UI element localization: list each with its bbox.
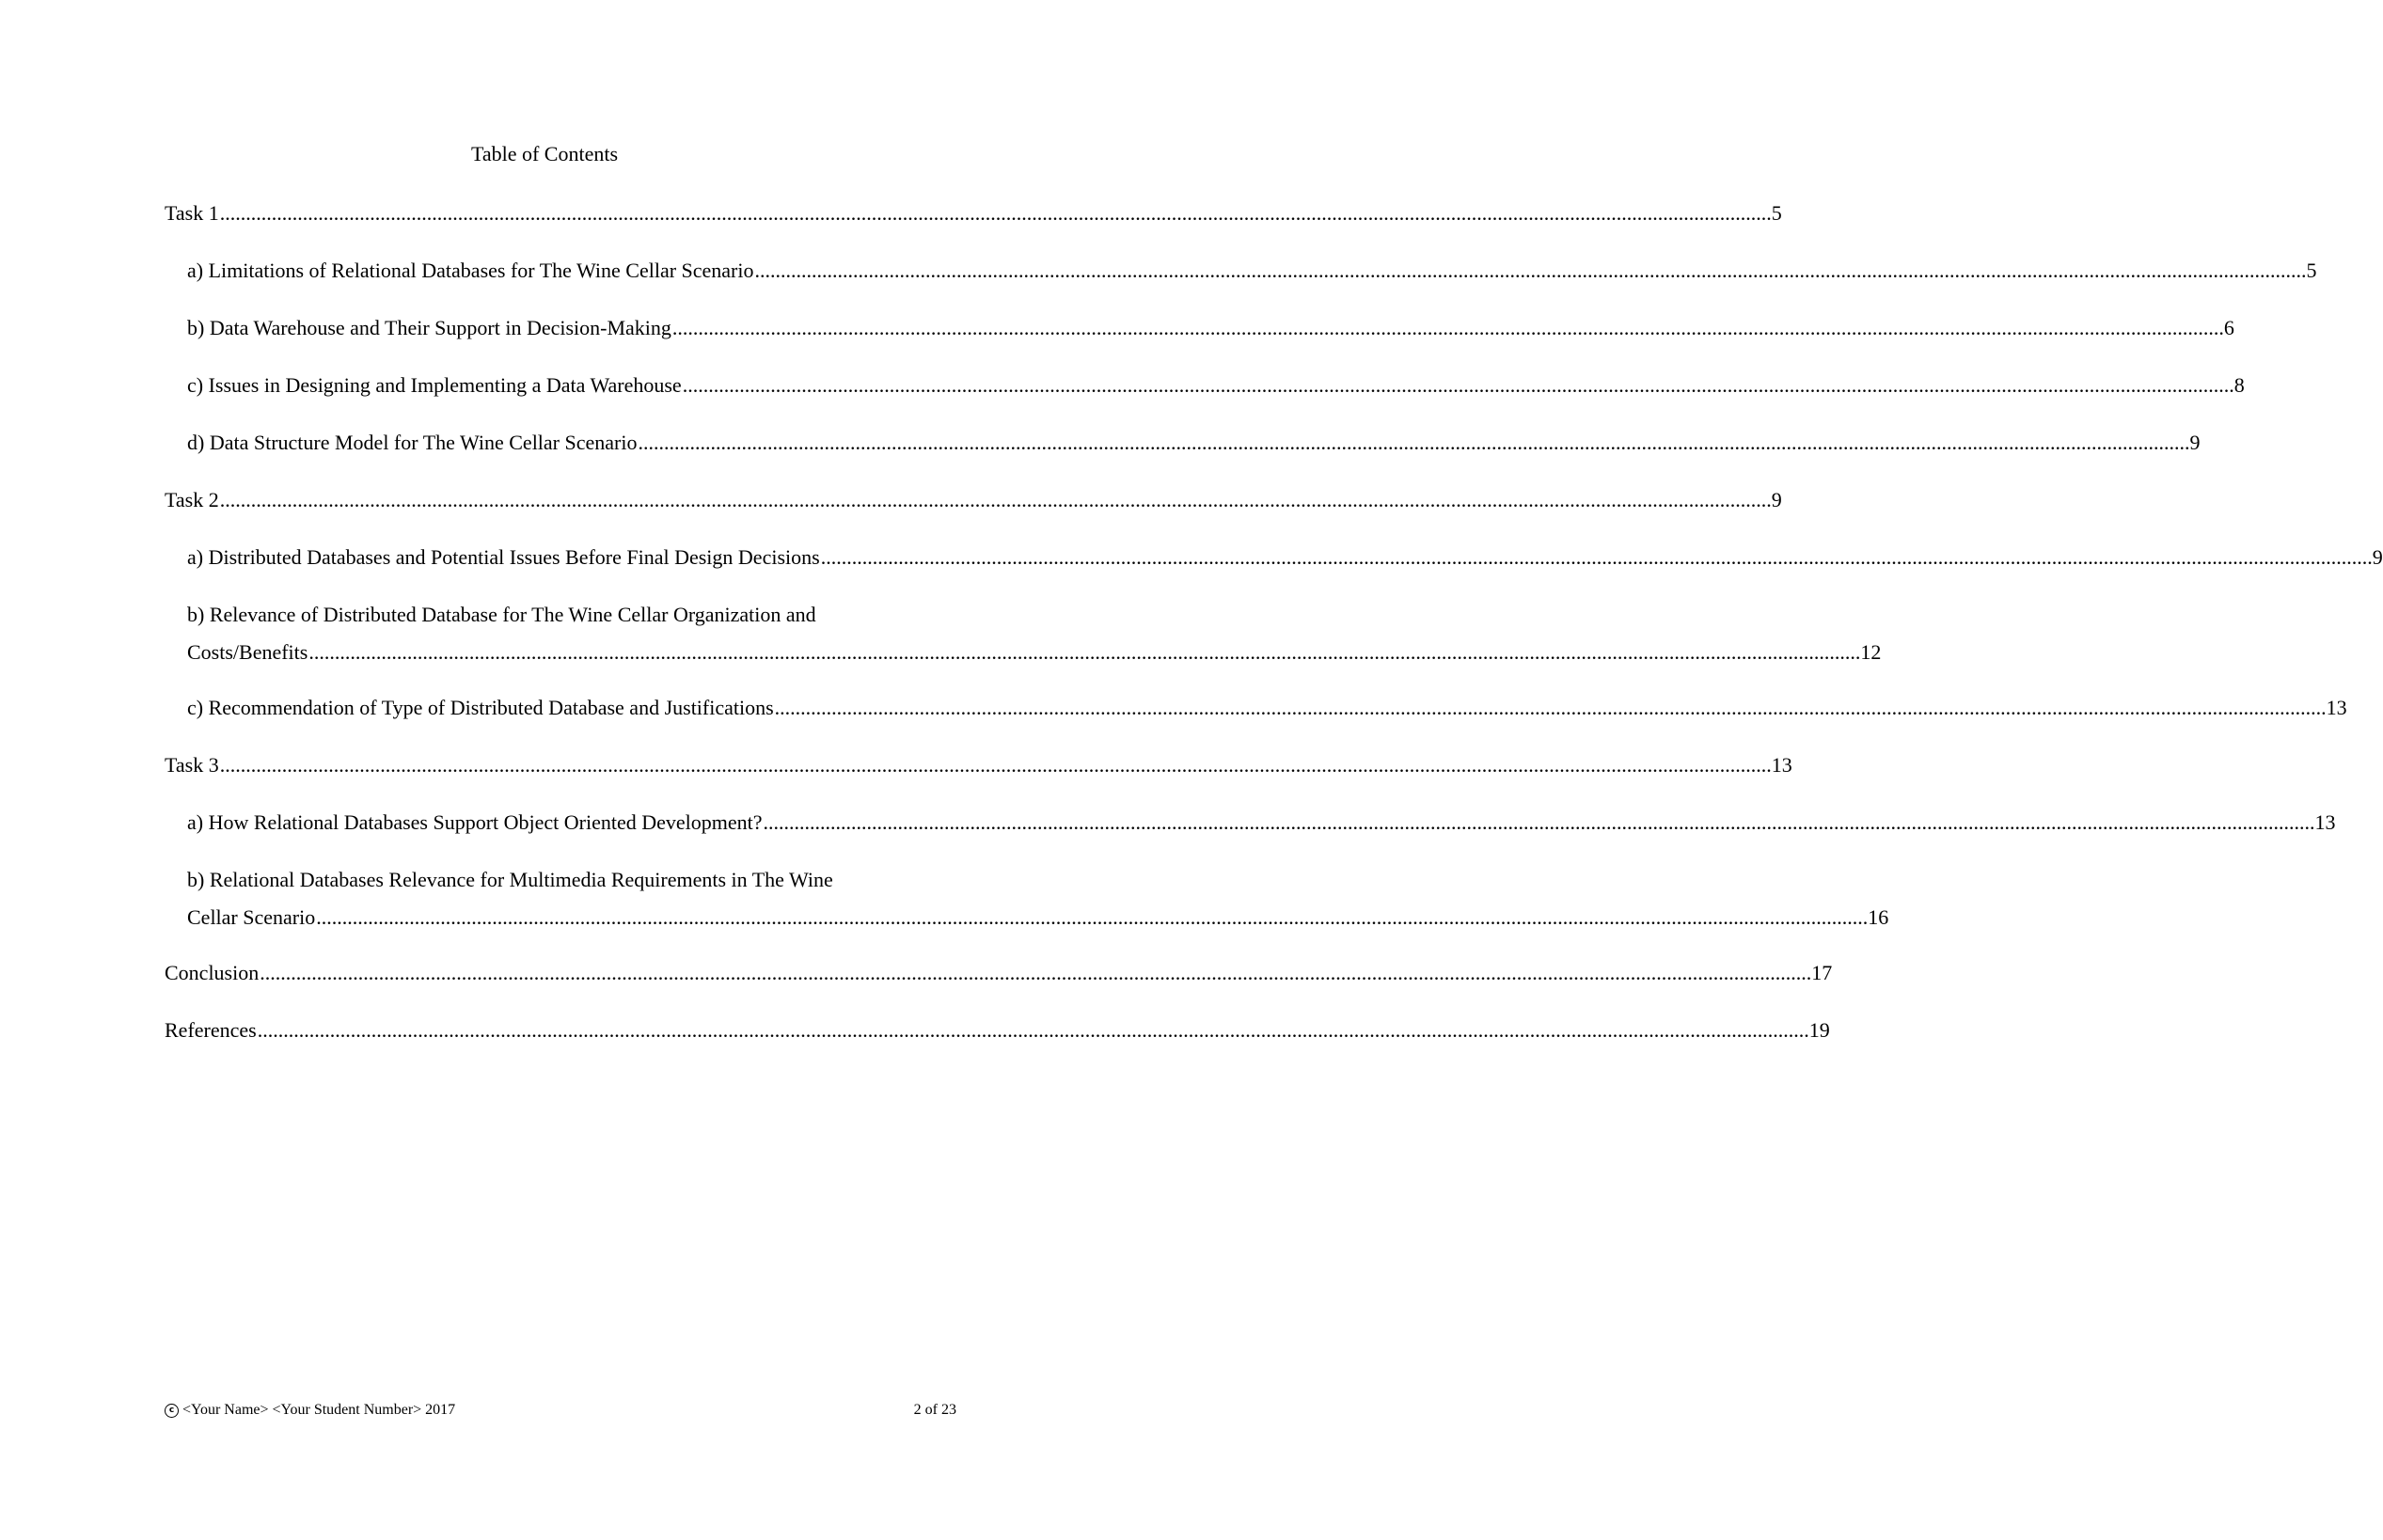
toc-entry-task-1a[interactable] [187, 258, 2317, 284]
footer-copyright-text: <Your Name> <Your Student Number> 2017 [182, 1402, 456, 1418]
toc-entry-page: 5 [2306, 259, 2317, 282]
toc-entry-page: 5 [1771, 201, 1782, 225]
dot-leader: ............................................................................................................................................................................................................................................................................................................ [754, 259, 2307, 282]
toc-entry-references[interactable] [165, 1017, 1830, 1044]
dot-leader: ............................................................................................................................................................................................................................................................................................................ [638, 431, 2190, 454]
toc-entry-page: 9 [2372, 545, 2383, 569]
toc-entry-task-1c[interactable] [187, 372, 2245, 399]
toc-entry-label: b) Data Warehouse and Their Support in Decision-Making [187, 316, 671, 339]
toc-entry-label-line2: Costs/Benefits [187, 640, 308, 664]
toc-entry-page: 13 [1771, 753, 1792, 777]
toc-entry-task-2[interactable] [165, 487, 1782, 513]
toc-entry-page: 16 [1868, 905, 1889, 929]
toc-entry-task-1[interactable] [165, 200, 1782, 227]
dot-leader: ............................................................................................................................................................................................................................................................................................................ [820, 545, 2373, 569]
toc-entry-page: 6 [2223, 316, 2234, 339]
toc-entry-line2 [187, 639, 1882, 666]
dot-leader: ............................................................................................................................................................................................................................................................................................................ [308, 640, 1861, 664]
toc-entry-task-1d[interactable] [187, 430, 2201, 456]
toc-entry-task-2c[interactable] [187, 695, 2347, 721]
toc-entry-label-line1: b) Relevance of Distributed Database for The Wine Cellar Organization and [187, 603, 816, 626]
toc-entry-label: References [165, 1018, 257, 1042]
toc-entry-page: 19 [1808, 1018, 1830, 1042]
toc-entry-task-3b[interactable] [187, 867, 1889, 931]
toc-entry-label: Task 3 [165, 753, 219, 777]
toc-entry-label: a) How Relational Databases Support Object Oriented Development? [187, 810, 763, 834]
toc-entry-page: 9 [2189, 431, 2201, 454]
toc-entry-label-line2: Cellar Scenario [187, 905, 316, 929]
dot-leader: ............................................................................................................................................................................................................................................................................................................ [316, 905, 1869, 929]
toc-entry-page: 9 [1771, 488, 1782, 511]
toc-entry-task-1b[interactable] [187, 315, 2234, 341]
toc-title: Table of Contents [470, 142, 619, 165]
toc-entry-task-3a[interactable] [187, 809, 2336, 836]
toc-entry-label: a) Limitations of Relational Databases for The Wine Cellar Scenario [187, 259, 754, 282]
dot-leader: ............................................................................................................................................................................................................................................................................................................ [260, 961, 1812, 984]
dot-leader: ............................................................................................................................................................................................................................................................................................................ [671, 316, 2224, 339]
toc-entry-page: 8 [2233, 373, 2245, 397]
toc-entry-label: c) Issues in Designing and Implementing a Data Warehouse [187, 373, 682, 397]
dot-leader: ............................................................................................................................................................................................................................................................................................................ [219, 488, 1772, 511]
dot-leader: ............................................................................................................................................................................................................................................................................................................ [774, 696, 2327, 719]
toc-entry-page: 17 [1811, 961, 1833, 984]
dot-leader: ............................................................................................................................................................................................................................................................................................................ [763, 810, 2315, 834]
dot-leader: ............................................................................................................................................................................................................................................................................................................ [257, 1018, 1809, 1042]
page-footer [165, 1401, 956, 1420]
toc-entry-label: d) Data Structure Model for The Wine Cellar Scenario [187, 431, 638, 454]
toc-entry-label: a) Distributed Databases and Potential Issues Before Final Design Decisions [187, 545, 820, 569]
toc-entry-page: 12 [1860, 640, 1882, 664]
toc-entry-label: Conclusion [165, 961, 260, 984]
toc-entry-page: 13 [2314, 810, 2336, 834]
toc-entry-line2 [187, 904, 1889, 931]
dot-leader: ............................................................................................................................................................................................................................................................................................................ [219, 753, 1772, 777]
dot-leader: ............................................................................................................................................................................................................................................................................................................ [682, 373, 2234, 397]
footer-copyright [165, 1401, 455, 1420]
toc-entry-label: c) Recommendation of Type of Distributed Database and Justifications [187, 696, 774, 719]
toc-entry-conclusion[interactable] [165, 960, 1833, 986]
toc-entry-task-3[interactable] [165, 752, 1792, 778]
toc-entry-label: Task 2 [165, 488, 219, 511]
dot-leader: ............................................................................................................................................................................................................................................................................................................ [219, 201, 1772, 225]
page-indicator: 2 of 23 [913, 1402, 956, 1418]
toc-entry-label-line1: b) Relational Databases Relevance for Multimedia Requirements in The Wine [187, 868, 833, 891]
toc-entry-task-2b[interactable] [187, 602, 1882, 666]
toc-entry-page: 13 [2326, 696, 2347, 719]
toc-entry-task-2a[interactable] [187, 544, 2383, 571]
copyright-icon: c [165, 1404, 179, 1418]
toc-entry-label: Task 1 [165, 201, 219, 225]
